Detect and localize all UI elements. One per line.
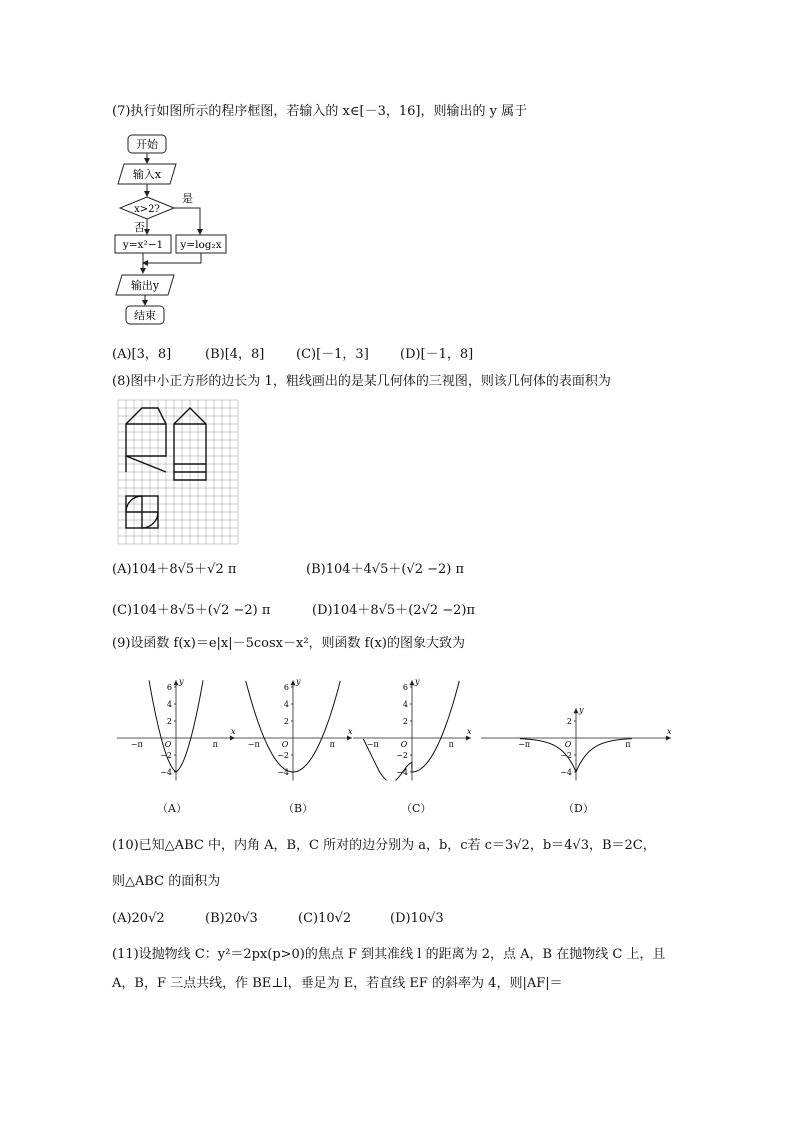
q10-option-c: (C)10√2 bbox=[298, 911, 352, 926]
flow-no-label: 否 bbox=[134, 221, 145, 234]
x-tick-label: −π bbox=[247, 740, 260, 749]
x-axis-label: x bbox=[667, 727, 672, 736]
x-axis-label: x bbox=[467, 727, 472, 736]
y-tick-label: 4 bbox=[166, 700, 172, 709]
q9-graph-a bbox=[117, 677, 236, 780]
x-axis-label: x bbox=[348, 727, 353, 736]
y-axis-label: y bbox=[179, 677, 184, 687]
y-tick-label: 6 bbox=[402, 683, 408, 692]
x-tick-label: −π bbox=[130, 740, 143, 749]
flow-end-text: 结束 bbox=[134, 309, 156, 322]
y-arrow bbox=[410, 680, 415, 685]
y-tick-label: 2 bbox=[166, 717, 172, 726]
y-arrow bbox=[574, 708, 579, 713]
y-axis-label: y bbox=[579, 705, 584, 715]
q11-stem-line2: A，B，F 三点共线，作 BE⊥l，垂足为 E，若直线 EF 的斜率为 4，则|AF|＝ bbox=[112, 976, 563, 991]
x-tick-label: O bbox=[281, 740, 289, 749]
y-axis-label: y bbox=[415, 677, 420, 687]
q7-flowchart bbox=[110, 130, 250, 330]
q10-option-a: (A)20√2 bbox=[112, 911, 165, 926]
flow-output-text: 输出y bbox=[130, 279, 160, 292]
q7-option-a: (A)[3，8] bbox=[112, 347, 172, 362]
y-tick-label: 6 bbox=[166, 683, 172, 692]
q9-graph-c bbox=[353, 677, 472, 780]
flow-right-text: y=log₂x bbox=[180, 239, 222, 251]
y-tick-label: −2 bbox=[396, 751, 408, 760]
q10-stem-line2: 则△ABC 的面积为 bbox=[112, 874, 221, 889]
q7-option-b: (B)[4，8] bbox=[205, 347, 265, 362]
y-tick-label: −2 bbox=[560, 751, 572, 760]
q9-stem: (9)设函数 f(x)＝e|x|－5cosx－x²，则函数 f(x)的图象大致为 bbox=[112, 636, 465, 651]
q9-caption-b: （B） bbox=[283, 802, 314, 815]
q8-option-c: (C)104＋8√5＋(√2 −2) π bbox=[112, 603, 271, 618]
x-tick-label: π bbox=[329, 740, 335, 749]
y-tick-label: 2 bbox=[283, 717, 289, 726]
flow-input-text: 输入x bbox=[132, 168, 162, 181]
q9-graph-b bbox=[234, 677, 353, 780]
x-arrow bbox=[666, 736, 671, 741]
q9-caption-c: （C） bbox=[401, 802, 432, 815]
q8-stem: (8)图中小正方形的边长为 1，粗线画出的是某几何体的三视图，则该几何体的表面积为 bbox=[112, 374, 611, 389]
y-tick-label: 4 bbox=[283, 700, 289, 709]
y-tick-label: 2 bbox=[566, 717, 572, 726]
q9-caption-d: （D） bbox=[563, 802, 594, 815]
q8-option-a: (A)104＋8√5＋√2 π bbox=[112, 562, 237, 577]
q7-stem: (7)执行如图所示的程序框图，若输入的 x∈[－3，16]，则输出的 y 属于 bbox=[112, 104, 528, 119]
x-tick-label: −π bbox=[518, 740, 531, 749]
x-axis-label: x bbox=[231, 727, 236, 736]
q8-option-d: (D)104＋8√5＋(2√2 −2)π bbox=[312, 603, 476, 618]
function-curve bbox=[363, 681, 459, 781]
flow-yes-label: 是 bbox=[182, 192, 193, 205]
y-tick-label: −4 bbox=[160, 768, 172, 777]
q10-stem-line1: (10)已知△ABC 中，内角 A，B，C 所对的边分别为 a，b，c若 c＝3√2，b＝4√3，B＝2C， bbox=[112, 838, 656, 853]
y-tick-label: −4 bbox=[560, 768, 572, 777]
flow-condition-text: x>2? bbox=[134, 204, 160, 215]
x-tick-label: −π bbox=[366, 740, 379, 749]
y-tick-label: −2 bbox=[160, 751, 172, 760]
q8-three-view-grid bbox=[118, 400, 238, 544]
q11-stem-line1: (11)设抛物线 C：y²＝2px(p>0)的焦点 F 到其准线 l 的距离为 2，点 A，B 在抛物线 C 上，且 bbox=[112, 947, 666, 962]
x-tick-label: O bbox=[400, 740, 408, 749]
x-tick-label: O bbox=[164, 740, 172, 749]
q9-caption-a: （A） bbox=[157, 802, 187, 815]
y-tick-label: −4 bbox=[396, 768, 408, 777]
x-tick-label: π bbox=[448, 740, 454, 749]
y-tick-label: −2 bbox=[277, 751, 289, 760]
flow-start-text: 开始 bbox=[136, 138, 158, 151]
y-tick-label: 4 bbox=[402, 700, 408, 709]
x-tick-label: π bbox=[625, 740, 631, 749]
q7-option-d: (D)[－1，8] bbox=[400, 347, 474, 362]
q10-option-d: (D)10√3 bbox=[390, 911, 444, 926]
y-axis-label: y bbox=[296, 677, 301, 687]
q7-option-c: (C)[－1，3] bbox=[296, 347, 369, 362]
y-tick-label: −4 bbox=[277, 768, 289, 777]
flow-left-text: y=x²−1 bbox=[122, 239, 164, 251]
x-arrow bbox=[466, 736, 471, 741]
q10-option-b: (B)20√3 bbox=[205, 911, 258, 926]
q8-option-b: (B)104＋4√5＋(√2 −2) π bbox=[306, 562, 465, 577]
y-tick-label: 6 bbox=[283, 683, 289, 692]
q9-graph-d bbox=[481, 705, 672, 780]
x-tick-label: π bbox=[212, 740, 218, 749]
y-arrow bbox=[174, 680, 179, 685]
y-tick-label: 2 bbox=[402, 717, 408, 726]
x-arrow bbox=[347, 736, 352, 741]
x-tick-label: O bbox=[564, 740, 572, 749]
q9-graphs bbox=[110, 668, 670, 818]
y-arrow bbox=[291, 680, 296, 685]
